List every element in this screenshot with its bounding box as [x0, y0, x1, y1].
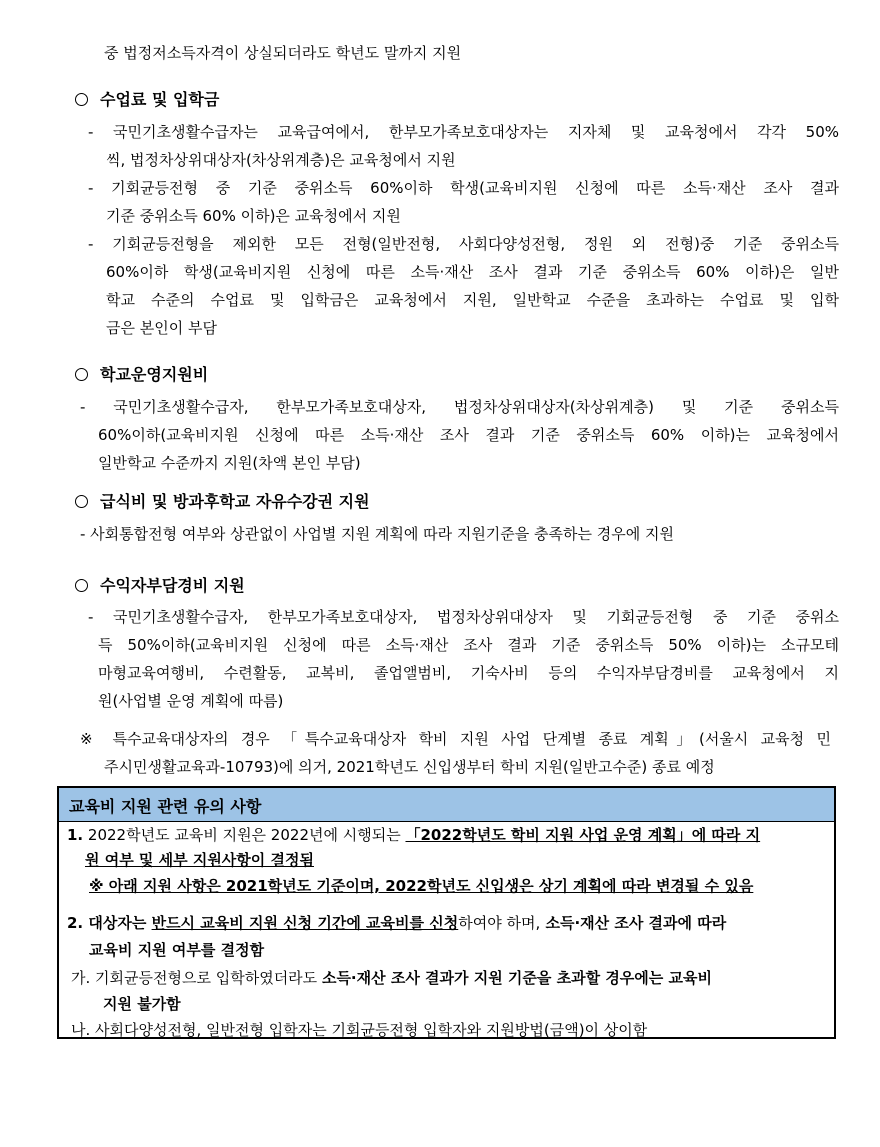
tuition-item-3-line-2: 60%이하 학생(교육비지원 신청에 따른 소득·재산 조사 결과 기준 중위소득 60% 이하)은 일반 [106, 263, 839, 281]
tuition-item-1-line-1: - 국민기초생활수급자는 교육급여에서, 한부모가족보호대상자는 지자체 및 교육청에서 각각 50% [88, 123, 839, 141]
beneficiary-line-2: 득 50%이하(교육비지원 신청에 따른 소득·재산 조사 결과 기준 중위소득 50% 이하)는 소규모테 [98, 636, 839, 654]
notice-sub-ga-line-1: 가. 기회균등전형으로 입학하였더라도 소득·재산 조사 결과가 지원 기준을 초과할 경우에는 교육비 [71, 969, 712, 987]
section-title-tuition: 수업료 및 입학금 [75, 90, 219, 110]
special-ed-note-line-2: 주시민생활교육과-10793)에 의거, 2021학년도 신입생부터 학비 지원(일반고수준) 종료 예정 [104, 758, 715, 776]
notice-box [57, 786, 836, 1039]
notice-item-1-line-1: 1. 2022학년도 교육비 지원은 2022년에 시행되는 「2022학년도 학비 지원 사업 운영 계획」에 따라 지 [67, 826, 761, 844]
circle-bullet-icon [75, 93, 88, 106]
notice-item-1-line-2: 원 여부 및 세부 지원사항이 결정됨 [85, 851, 314, 869]
meal-line-1: - 사회통합전형 여부와 상관없이 사업별 지원 계획에 따라 지원기준을 충족하는 경우에 지원 [80, 525, 674, 543]
tuition-item-3-line-4: 금은 본인이 부담 [106, 319, 217, 337]
top-line: 중 법정저소득자격이 상실되더라도 학년도 말까지 지원 [104, 44, 462, 62]
section-title-meal: 급식비 및 방과후학교 자유수강권 지원 [75, 492, 370, 512]
circle-bullet-icon [75, 368, 88, 381]
notice-box-title: 교육비 지원 관련 유의 사항 [69, 797, 262, 816]
notice-item-2-line-2: 교육비 지원 여부를 결정함 [89, 941, 265, 959]
special-ed-note-line-1: ※ 특수교육대상자의 경우 「특수교육대상자 학비 지원 사업 단계별 종료 계획」(서울시 교육청 민 [80, 730, 831, 748]
beneficiary-line-3: 마형교육여행비, 수련활동, 교복비, 졸업앨범비, 기숙사비 등의 수익자부담경비를 교육청에서 지 [98, 664, 839, 682]
notice-sub-na: 나. 사회다양성전형, 일반전형 입학자는 기회균등전형 입학자와 지원방법(금액)이 상이함 [71, 1021, 648, 1039]
tuition-item-3-line-3: 학교 수준의 수업료 및 입학금은 교육청에서 지원, 일반학교 수준을 초과하는 수업료 및 입학 [106, 291, 839, 309]
school-support-line-2: 60%이하(교육비지원 신청에 따른 소득·재산 조사 결과 기준 중위소득 60% 이하)는 교육청에서 [98, 426, 839, 444]
notice-item-1-note: ※ 아래 지원 사항은 2021학년도 기준이며, 2022학년도 신입생은 상기 계획에 따라 변경될 수 있음 [89, 877, 754, 895]
tuition-item-3-line-1: - 기회균등전형을 제외한 모든 전형(일반전형, 사회다양성전형, 정원 외 전형)중 기준 중위소득 [88, 235, 839, 253]
school-support-line-3: 일반학교 수준까지 지원(차액 본인 부담) [98, 454, 361, 472]
section-title-school-support: 학교운영지원비 [75, 365, 208, 385]
school-support-line-1: - 국민기초생활수급자, 한부모가족보호대상자, 법정차상위대상자(차상위계층) 및 기준 중위소득 [80, 398, 839, 416]
tuition-item-1-line-2: 씩, 법정차상위대상자(차상위계층)은 교육청에서 지원 [106, 151, 456, 169]
tuition-item-2-line-2: 기준 중위소득 60% 이하)은 교육청에서 지원 [106, 207, 401, 225]
circle-bullet-icon [75, 495, 88, 508]
beneficiary-line-4: 원(사업별 운영 계획에 따름) [98, 692, 284, 710]
section-title-beneficiary: 수익자부담경비 지원 [75, 576, 245, 596]
circle-bullet-icon [75, 579, 88, 592]
notice-box-header [59, 788, 834, 822]
beneficiary-line-1: - 국민기초생활수급자, 한부모가족보호대상자, 법정차상위대상자 및 기회균등전형 중 기준 중위소 [88, 608, 839, 626]
notice-sub-ga-line-2: 지원 불가함 [103, 995, 181, 1013]
notice-item-2-line-1: 2. 대상자는 반드시 교육비 지원 신청 기간에 교육비를 신청하여야 하며, 소득·재산 조사 결과에 따라 [67, 914, 727, 932]
tuition-item-2-line-1: - 기회균등전형 중 기준 중위소득 60%이하 학생(교육비지원 신청에 따른 소득·재산 조사 결과 [88, 179, 839, 197]
